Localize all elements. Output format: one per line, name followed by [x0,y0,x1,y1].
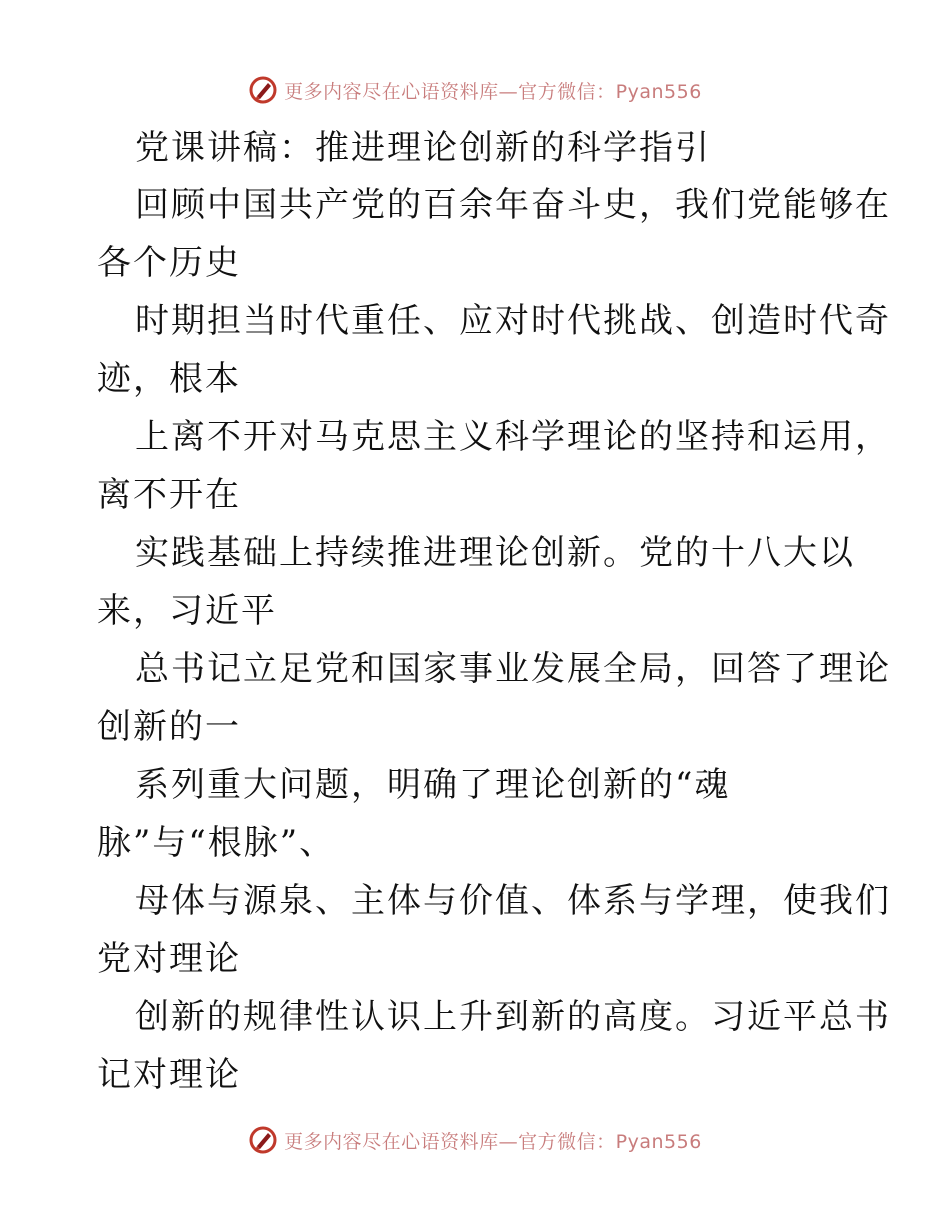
watermark-footer [0,1120,950,1160]
watermark-text: 更多内容尽在心语资料库—官方微信：Pyan556 [284,1130,702,1153]
paragraph-line: 党对理论 [97,939,241,979]
document-title: 党课讲稿：推进理论创新的科学指引 [135,128,711,168]
paragraph-line: 来，习近平 [97,591,277,631]
paragraph-line: 创新的一 [97,707,241,747]
paragraph-line: 离不开在 [97,475,241,515]
pen-logo-icon [248,1125,278,1155]
paragraph-line: 各个历史 [97,243,241,283]
paragraph-line: 系列重大问题，明确了理论创新的“魂 [135,765,731,805]
paragraph-line: 实践基础上持续推进理论创新。党的十八大以 [135,533,855,573]
paragraph-line: 上离不开对马克思主义科学理论的坚持和运用， [135,417,891,457]
paragraph-line: 脉”与“根脉”、 [97,823,336,863]
paragraph-line: 创新的规律性认识上升到新的高度。习近平总书 [135,997,891,1037]
paragraph-line: 回顾中国共产党的百余年奋斗史，我们党能够在 [135,185,891,225]
paragraph-line: 迹，根本 [97,359,241,399]
paragraph-line: 记对理论 [97,1055,241,1095]
watermark-text: 更多内容尽在心语资料库—官方微信：Pyan556 [284,80,702,103]
paragraph-line: 总书记立足党和国家事业发展全局，回答了理论 [135,649,891,689]
paragraph-line: 时期担当时代重任、应对时代挑战、创造时代奇 [135,301,891,341]
paragraph-line: 母体与源泉、主体与价值、体系与学理，使我们 [135,881,891,921]
